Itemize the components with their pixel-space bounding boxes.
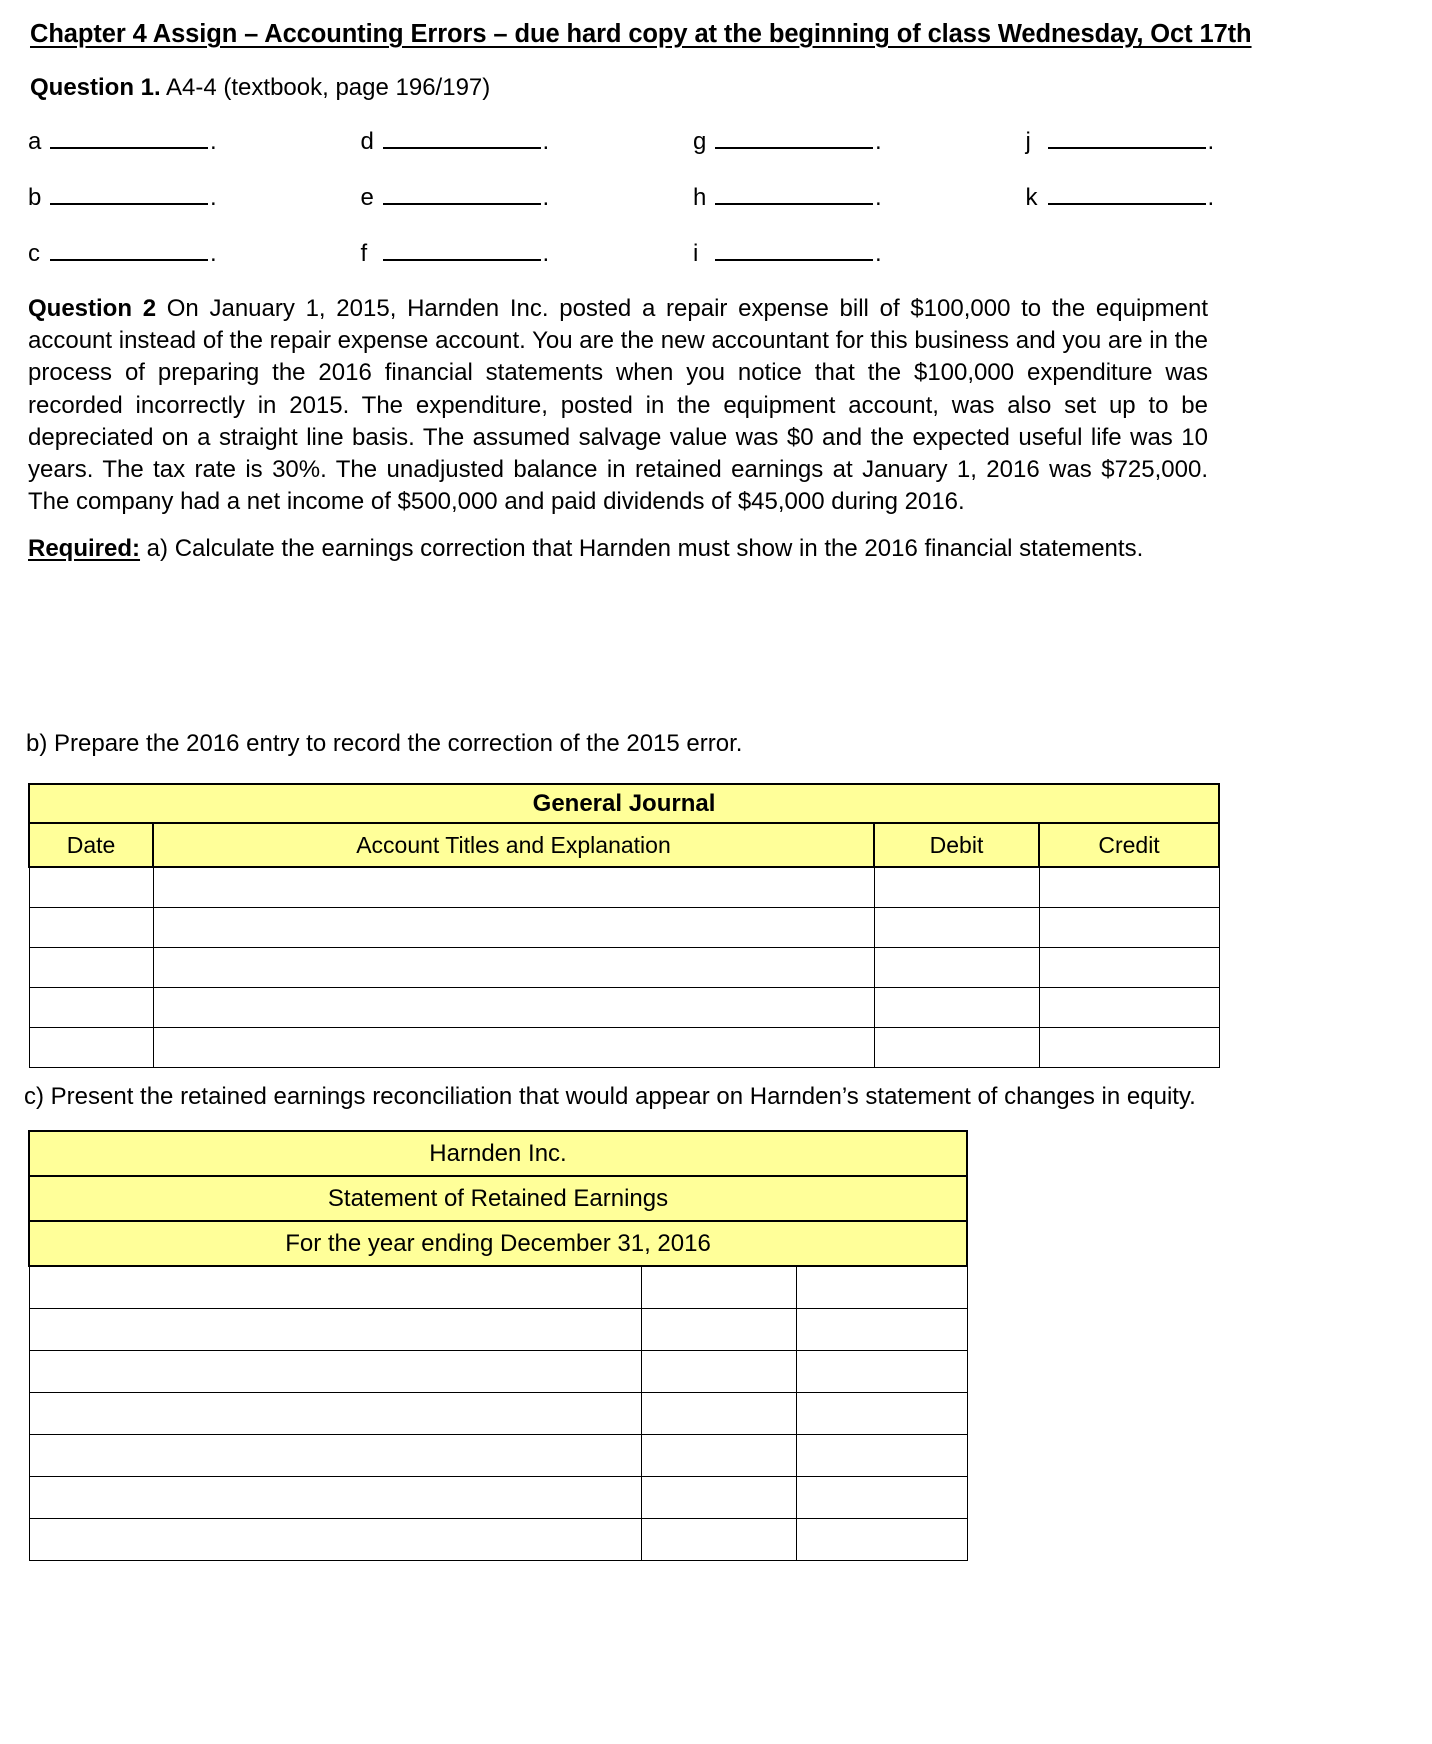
journal-cell-date[interactable] (29, 907, 153, 947)
document-title: Chapter 4 Assign – Accounting Errors – due hard copy at the beginning of class Wednesday, Oct 17th (30, 20, 1252, 48)
journal-cell-account[interactable] (153, 987, 874, 1027)
table-row (29, 1266, 967, 1308)
blank-letter: k (1025, 184, 1038, 211)
blank-item-j[interactable] (1026, 128, 1359, 156)
journal-cell-date[interactable] (29, 947, 153, 987)
required-part-a: a) Calculate the earnings correction that Harnden must show in the 2016 financial statements. (140, 535, 1144, 562)
question-2-body: On January 1, 2015, Harnden Inc. posted a repair expense bill of $100,000 to the equipment account instead of the repair expense account. You are the new accountant for this business and you are in the process of preparing the 2016 financial statements when you notice that the $100,000 expenditure was recorded incorrectly in 2015. The expenditure, posted in the equipment account, was also set up to be depreciated on a straight line basis. The assumed salvage value was $0 and the expected useful life was 10 years. The tax rate is 30%. The unadjusted balance in retained earnings at January 1, 2016 was $725,000. The company had a net income of $500,000 and paid dividends of $45,000 during 2016. (28, 295, 1208, 516)
part-c-prompt: c) Present the retained earnings reconciliation that would appear on Harnden’s statement of changes in equity. (24, 1083, 1196, 1110)
re-company-name: Harnden Inc. (29, 1131, 967, 1176)
blank-item-e[interactable] (361, 184, 694, 212)
blank-terminator: . (210, 128, 217, 155)
part-b-prompt: b) Prepare the 2016 entry to record the correction of the 2015 error. (26, 730, 743, 757)
journal-header-row (29, 823, 1219, 867)
table-row (29, 1027, 1219, 1067)
blank-terminator: . (1207, 128, 1215, 155)
blank-letter: c (28, 240, 40, 267)
re-cell-desc[interactable] (29, 1308, 641, 1350)
table-row (29, 1434, 967, 1476)
re-cell-amount-2[interactable] (796, 1350, 967, 1392)
re-cell-desc[interactable] (29, 1434, 641, 1476)
re-cell-desc[interactable] (29, 1392, 641, 1434)
re-cell-amount-2[interactable] (796, 1518, 967, 1560)
blank-terminator: . (210, 240, 217, 267)
table-row (29, 907, 1219, 947)
answer-rule[interactable] (50, 244, 208, 261)
re-cell-desc[interactable] (29, 1476, 641, 1518)
blank-terminator: . (542, 128, 550, 155)
blank-item-h[interactable] (693, 184, 1026, 212)
journal-cell-account[interactable] (153, 907, 874, 947)
blank-letter: j (1025, 128, 1031, 155)
blank-item-d[interactable] (361, 128, 694, 156)
required-line (28, 533, 1228, 565)
answer-rule[interactable] (1048, 188, 1206, 205)
blank-letter: a (28, 128, 42, 155)
journal-cell-debit[interactable] (874, 947, 1039, 987)
table-row (29, 947, 1219, 987)
re-period-row (29, 1221, 967, 1266)
blank-item-a[interactable] (28, 128, 361, 156)
answer-rule[interactable] (383, 188, 541, 205)
answer-rule[interactable] (715, 188, 873, 205)
answer-rule[interactable] (1048, 132, 1206, 149)
re-cell-amount-2[interactable] (796, 1392, 967, 1434)
blank-letter: f (360, 240, 368, 267)
re-cell-amount-1[interactable] (641, 1476, 796, 1518)
journal-cell-debit[interactable] (874, 907, 1039, 947)
table-row (29, 1476, 967, 1518)
blank-terminator: . (1207, 184, 1215, 211)
journal-col-debit: Debit (874, 823, 1039, 867)
question-2-paragraph (28, 293, 1208, 518)
question-1-blank-grid (28, 128, 1358, 296)
blank-letter: h (693, 184, 707, 211)
journal-cell-account[interactable] (153, 1027, 874, 1067)
re-cell-desc[interactable] (29, 1518, 641, 1560)
journal-cell-date[interactable] (29, 1027, 153, 1067)
journal-cell-credit[interactable] (1039, 907, 1219, 947)
re-cell-amount-1[interactable] (641, 1392, 796, 1434)
question-1-heading (30, 74, 490, 102)
re-cell-amount-1[interactable] (641, 1308, 796, 1350)
journal-col-credit: Credit (1039, 823, 1219, 867)
journal-col-date: Date (29, 823, 153, 867)
re-statement-name: Statement of Retained Earnings (29, 1176, 967, 1221)
journal-cell-credit[interactable] (1039, 947, 1219, 987)
question-2-label: Question 2 (28, 295, 157, 322)
re-cell-desc[interactable] (29, 1266, 641, 1308)
blank-letter: g (693, 128, 707, 155)
re-cell-amount-1[interactable] (641, 1518, 796, 1560)
blank-terminator: . (875, 240, 882, 267)
table-row (29, 1518, 967, 1560)
journal-cell-account[interactable] (153, 947, 874, 987)
table-row (29, 1392, 967, 1434)
re-cell-amount-1[interactable] (641, 1266, 796, 1308)
journal-title-cell: General Journal (29, 784, 1219, 823)
re-cell-amount-2[interactable] (796, 1308, 967, 1350)
retained-earnings-table (28, 1130, 968, 1561)
journal-cell-credit[interactable] (1039, 987, 1219, 1027)
journal-title-row (29, 784, 1219, 823)
table-row (29, 1350, 967, 1392)
table-row (29, 987, 1219, 1027)
re-cell-desc[interactable] (29, 1350, 641, 1392)
answer-rule[interactable] (50, 188, 208, 205)
journal-cell-date[interactable] (29, 987, 153, 1027)
blank-letter: e (360, 184, 374, 211)
blank-terminator: . (542, 240, 550, 267)
blank-item-b[interactable] (28, 184, 361, 212)
table-row (29, 867, 1219, 907)
answer-rule[interactable] (715, 244, 873, 261)
question-1-label: Question 1. (30, 74, 161, 101)
required-label: Required: (28, 535, 141, 562)
answer-rule[interactable] (50, 132, 208, 149)
re-cell-amount-1[interactable] (641, 1350, 796, 1392)
blank-item-i[interactable] (693, 240, 1026, 268)
blank-item-k[interactable] (1026, 184, 1359, 212)
journal-col-account: Account Titles and Explanation (153, 823, 874, 867)
blank-item-c[interactable] (28, 240, 361, 268)
journal-cell-date[interactable] (29, 867, 153, 907)
question-1-reference: A4-4 (textbook, page 196/197) (160, 74, 491, 101)
general-journal-table (28, 783, 1220, 1068)
table-row (29, 1308, 967, 1350)
blank-row (28, 240, 1358, 296)
blank-letter: d (360, 128, 374, 155)
re-statement-row (29, 1176, 967, 1221)
re-cell-amount-2[interactable] (796, 1266, 967, 1308)
blank-terminator: . (210, 184, 217, 211)
re-cell-amount-1[interactable] (641, 1434, 796, 1476)
re-cell-amount-2[interactable] (796, 1476, 967, 1518)
re-cell-amount-2[interactable] (796, 1434, 967, 1476)
blank-terminator: . (875, 184, 882, 211)
blank-item-f[interactable] (361, 240, 694, 268)
answer-rule[interactable] (715, 132, 873, 149)
blank-letter: b (28, 184, 42, 211)
journal-cell-account[interactable] (153, 867, 874, 907)
answer-rule[interactable] (383, 244, 541, 261)
blank-item-g[interactable] (693, 128, 1026, 156)
blank-terminator: . (875, 128, 882, 155)
answer-rule[interactable] (383, 132, 541, 149)
blank-terminator: . (542, 184, 550, 211)
re-period-label: For the year ending December 31, 2016 (29, 1221, 967, 1266)
blank-row (28, 184, 1358, 240)
re-company-row (29, 1131, 967, 1176)
journal-cell-credit[interactable] (1039, 1027, 1219, 1067)
blank-row (28, 128, 1358, 184)
blank-letter: i (693, 240, 699, 267)
journal-cell-debit[interactable] (874, 867, 1039, 907)
journal-cell-debit[interactable] (874, 1027, 1039, 1067)
journal-cell-debit[interactable] (874, 987, 1039, 1027)
journal-cell-credit[interactable] (1039, 867, 1219, 907)
